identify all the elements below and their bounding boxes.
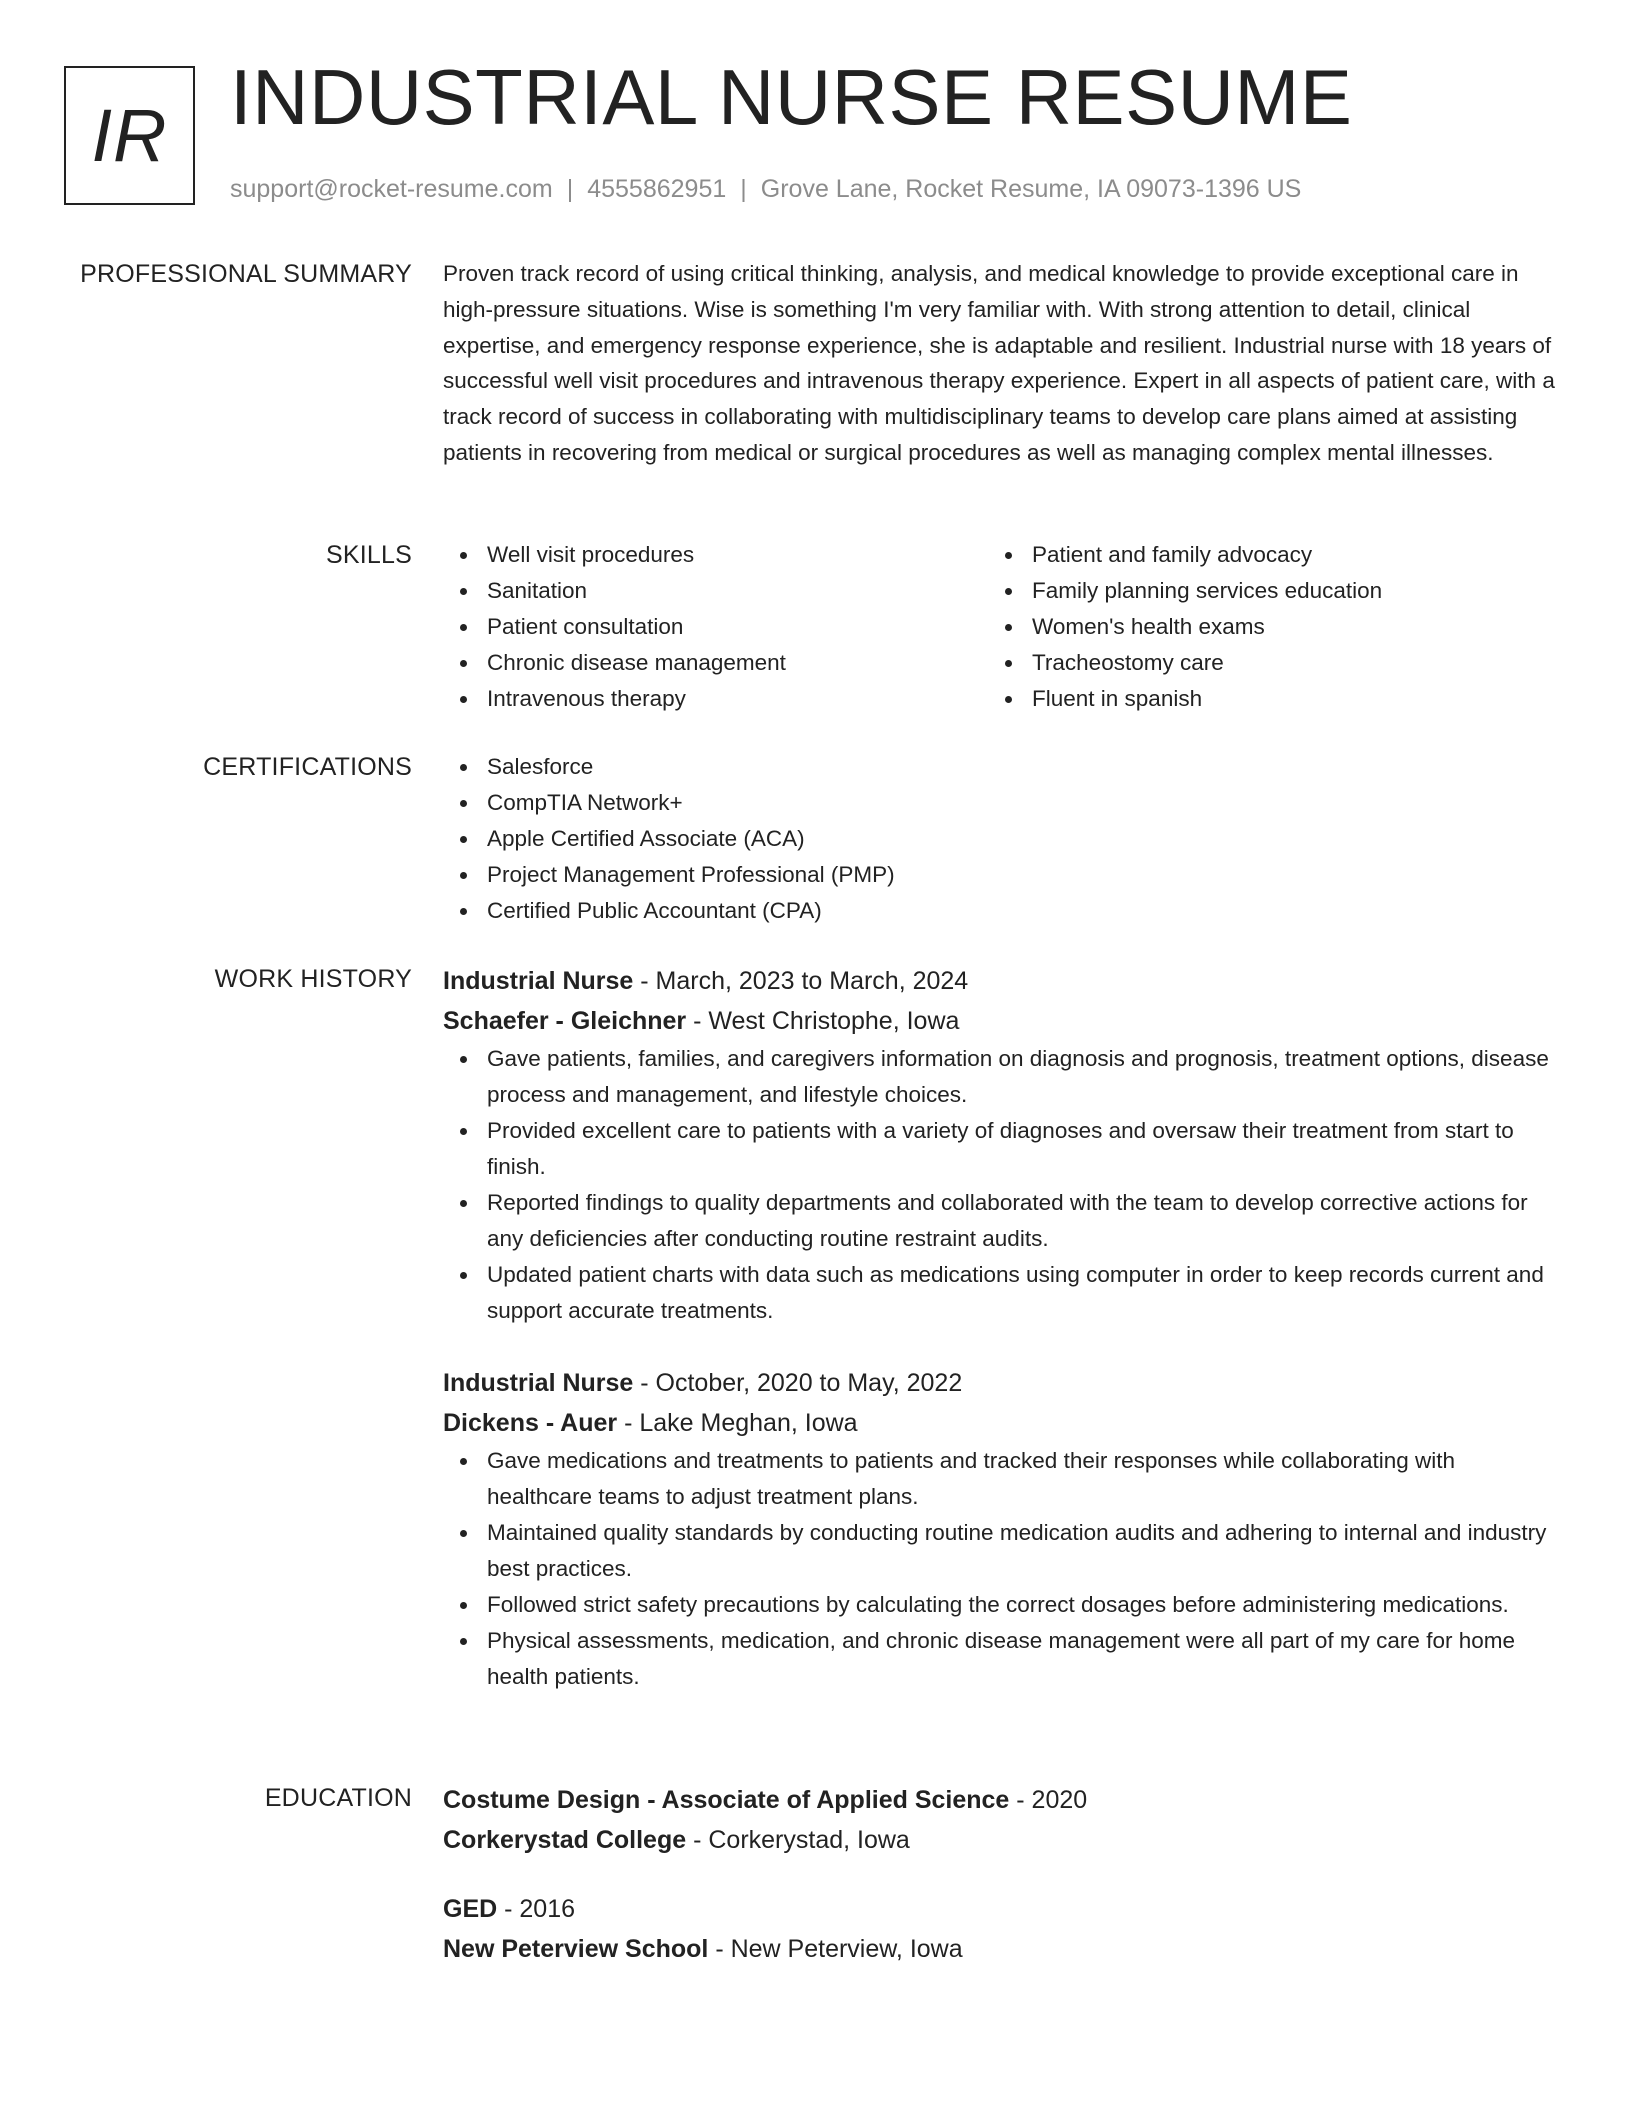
contact-email[interactable]: support@rocket-resume.com — [230, 175, 553, 203]
certification-item: Salesforce — [443, 749, 1555, 785]
job-duties-list — [443, 1041, 1555, 1329]
job-title: Industrial Nurse — [443, 967, 634, 995]
section-label-summary: PROFESSIONAL SUMMARY — [80, 260, 412, 288]
job-duty: Provided excellent care to patients with a variety of diagnoses and oversaw their treatment from start to finish. — [443, 1113, 1555, 1185]
skills-list-left — [443, 537, 988, 717]
section-label-skills: SKILLS — [326, 541, 412, 569]
job-duty: Followed strict safety precautions by calculating the correct dosages before administering medications. — [443, 1587, 1555, 1623]
contact-line — [230, 174, 1301, 204]
job-location: - West Christophe, Iowa — [686, 1007, 960, 1035]
education-school: Corkerystad College — [443, 1826, 687, 1854]
education-school: New Peterview School — [443, 1935, 709, 1963]
skill-item: Fluent in spanish — [988, 681, 1533, 717]
skill-item: Chronic disease management — [443, 645, 988, 681]
contact-separator: | — [566, 175, 574, 203]
skill-item: Family planning services education — [988, 573, 1533, 609]
job-dates: - October, 2020 to May, 2022 — [633, 1369, 963, 1397]
monogram-logo: IR — [64, 66, 195, 205]
education-degree-line — [443, 1889, 1555, 1929]
job-company: Dickens - Auer — [443, 1409, 618, 1437]
work-history-body — [443, 961, 1555, 1695]
certification-item: Certified Public Accountant (CPA) — [443, 893, 1555, 929]
education-degree: GED — [443, 1895, 498, 1923]
job-duty: Maintained quality standards by conducting routine medication audits and adhering to internal and industry best practices. — [443, 1515, 1555, 1587]
education-school-line — [443, 1820, 1555, 1860]
education-location: - New Peterview, Iowa — [708, 1935, 963, 1963]
job-entry — [443, 1363, 1555, 1695]
skill-item: Well visit procedures — [443, 537, 988, 573]
contact-phone[interactable]: 4555862951 — [587, 175, 727, 203]
job-company-line — [443, 1001, 1555, 1041]
section-label-education: EDUCATION — [264, 1784, 412, 1812]
resume-title: INDUSTRIAL NURSE RESUME — [230, 53, 1353, 141]
section-label-work-history: WORK HISTORY — [214, 965, 412, 993]
section-label-certifications: CERTIFICATIONS — [203, 753, 412, 781]
skill-item: Tracheostomy care — [988, 645, 1533, 681]
skill-item: Patient consultation — [443, 609, 988, 645]
job-duties-list — [443, 1443, 1555, 1695]
job-duty: Physical assessments, medication, and chronic disease management were all part of my care for home health patients. — [443, 1623, 1555, 1695]
certification-item: Project Management Professional (PMP) — [443, 857, 1555, 893]
job-entry — [443, 961, 1555, 1329]
education-location: - Corkerystad, Iowa — [686, 1826, 910, 1854]
summary-text: Proven track record of using critical thinking, analysis, and medical knowledge to provide exceptional care in high-pressure situations. Wise is something I'm very familiar with. With strong attention to detail, clinical expertise, and emergency response experience, she is adaptable and resilient. Industrial nurse with 18 years of successful well visit procedures and intravenous therapy experience. Expert in all aspects of patient care, with a track record of success in collaborating with multidisciplinary teams to develop care plans aimed at assisting patients in recovering from medical or surgical procedures as well as managing complex mental illnesses. — [443, 261, 1555, 465]
job-duty: Gave patients, families, and caregivers information on diagnosis and prognosis, treatment options, disease process and management, and lifestyle choices. — [443, 1041, 1555, 1113]
skill-item: Sanitation — [443, 573, 988, 609]
skills-list-right — [988, 537, 1533, 717]
job-company-line — [443, 1403, 1555, 1443]
job-title: Industrial Nurse — [443, 1369, 634, 1397]
job-company: Schaefer - Gleichner — [443, 1007, 687, 1035]
job-dates: - March, 2023 to March, 2024 — [633, 967, 969, 995]
education-year: - 2020 — [1009, 1786, 1088, 1814]
education-entry — [443, 1889, 1555, 1969]
skills-body — [443, 537, 1555, 717]
job-duty: Gave medications and treatments to patients and tracked their responses while collaborating with healthcare teams to adjust treatment plans. — [443, 1443, 1555, 1515]
skill-item: Intravenous therapy — [443, 681, 988, 717]
education-body — [443, 1780, 1555, 1969]
education-year: - 2016 — [497, 1895, 576, 1923]
job-title-line — [443, 1363, 1555, 1403]
education-degree-line — [443, 1780, 1555, 1820]
education-entry — [443, 1780, 1555, 1860]
contact-address: Grove Lane, Rocket Resume, IA 09073-1396 US — [760, 175, 1302, 203]
certification-item: CompTIA Network+ — [443, 785, 1555, 821]
certifications-body — [443, 749, 1555, 929]
summary-body — [443, 256, 1555, 471]
education-school-line — [443, 1929, 1555, 1969]
job-location: - Lake Meghan, Iowa — [617, 1409, 858, 1437]
job-duty: Reported findings to quality departments and collaborated with the team to develop corrective actions for any deficiencies after conducting routine restraint audits. — [443, 1185, 1555, 1257]
education-degree: Costume Design - Associate of Applied Science — [443, 1786, 1010, 1814]
certification-item: Apple Certified Associate (ACA) — [443, 821, 1555, 857]
skill-item: Patient and family advocacy — [988, 537, 1533, 573]
job-duty: Updated patient charts with data such as medications using computer in order to keep records current and support accurate treatments. — [443, 1257, 1555, 1329]
job-title-line — [443, 961, 1555, 1001]
contact-separator: | — [740, 175, 747, 203]
skill-item: Women's health exams — [988, 609, 1533, 645]
certifications-list — [443, 749, 1555, 929]
